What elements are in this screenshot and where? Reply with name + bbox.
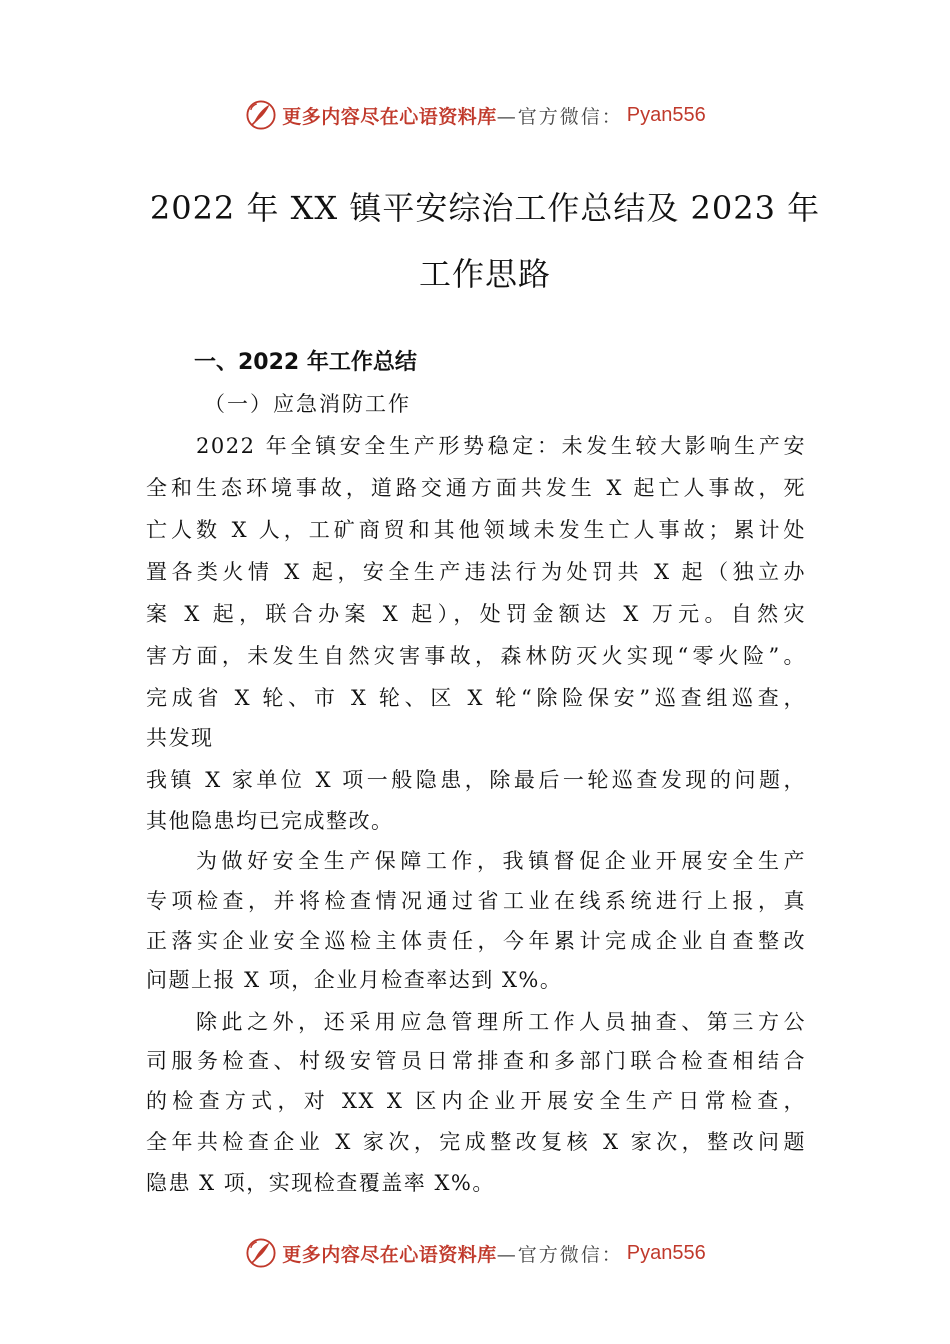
paragraph-2-line-4: 问题上报 X 项，企业月检查率达到 X%。	[146, 968, 563, 992]
paragraph-1-line-10: 其他隐患均已完成整改。	[146, 809, 394, 833]
paragraph-2-line-2: 专项检查，并将检查情况通过省工业在线系统进行上报，真	[146, 889, 806, 913]
paragraph-3-line-1: 除此之外，还采用应急管理所工作人员抽查、第三方公	[196, 1010, 806, 1034]
paragraph-1-line-7: 完成省 X 轮、市 X 轮、区 X 轮“除险保安”巡查组巡查，	[146, 686, 806, 710]
watermark-handle: Pyan556	[626, 103, 706, 126]
paragraph-1-line-5: 案 X 起，联合办案 X 起），处罚金额达 X 万元。自然灾	[146, 602, 806, 626]
watermark-separator: —官方微信：	[496, 1243, 623, 1266]
paragraph-3-line-3: 的检查方式，对 XX X 区内企业开展安全生产日常检查，	[146, 1089, 806, 1113]
paragraph-1-line-9: 我镇 X 家单位 X 项一般隐患，除最后一轮巡查发现的问题，	[146, 768, 806, 792]
watermark-brand: 更多内容尽在心语资料库	[282, 1243, 497, 1266]
document-title-line-1: 2022 年 XX 镇平安综治工作总结及 2023 年	[149, 189, 821, 227]
watermark-handle: Pyan556	[626, 1241, 706, 1264]
watermark-footer	[0, 1233, 950, 1273]
quill-pen-logo-icon	[244, 1236, 278, 1270]
paragraph-2-line-1: 为做好安全生产保障工作，我镇督促企业开展安全生产	[196, 849, 806, 873]
paragraph-1-line-4: 置各类火情 X 起，安全生产违法行为处罚共 X 起（独立办	[146, 560, 806, 584]
paragraph-3-line-5: 隐患 X 项，实现检查覆盖率 X%。	[146, 1171, 495, 1195]
paragraph-3-line-2: 司服务检查、村级安管员日常排查和多部门联合检查相结合	[146, 1049, 806, 1073]
paragraph-3-line-4: 全年共检查企业 X 家次，完成整改复核 X 家次，整改问题	[146, 1130, 806, 1154]
section-heading: 一、2022 年工作总结	[194, 350, 417, 375]
paragraph-1-line-1: 2022 年全镇安全生产形势稳定：未发生较大影响生产安	[196, 434, 806, 458]
watermark-header	[0, 95, 950, 135]
document-title-line-2: 工作思路	[418, 255, 551, 293]
subsection-heading: （一）应急消防工作	[204, 392, 411, 416]
paragraph-1-line-3: 亡人数 X 人，工矿商贸和其他领域未发生亡人事故；累计处	[146, 518, 806, 542]
watermark-separator: —官方微信：	[496, 105, 623, 128]
quill-pen-logo-icon	[244, 98, 278, 132]
watermark-brand: 更多内容尽在心语资料库	[282, 105, 497, 128]
paragraph-1-line-2: 全和生态环境事故，道路交通方面共发生 X 起亡人事故，死	[146, 476, 806, 500]
paragraph-1-line-8: 共发现	[146, 726, 214, 750]
paragraph-2-line-3: 正落实企业安全巡检主体责任，今年累计完成企业自查整改	[146, 929, 806, 953]
paragraph-1-line-6: 害方面，未发生自然灾害事故，森林防灭火实现“零火险”。	[146, 644, 806, 668]
